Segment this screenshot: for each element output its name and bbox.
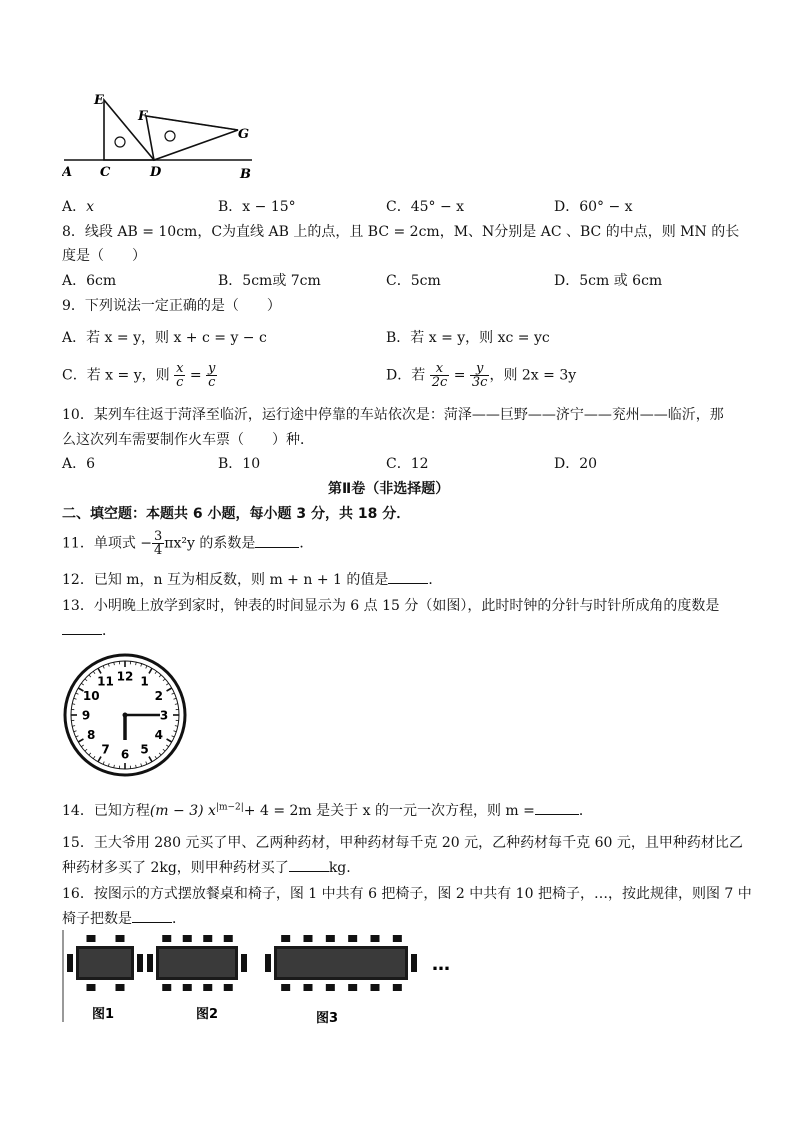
clock-tick [108, 664, 109, 667]
chair [116, 935, 125, 942]
clock-tick [163, 749, 165, 751]
clock-tick [149, 668, 152, 673]
clock-tick [146, 666, 147, 669]
q9-stem: 9．下列说法一定正确的是（ ） [62, 298, 281, 314]
clock-tick [141, 664, 142, 667]
chair [67, 954, 73, 972]
chair [304, 935, 313, 942]
q15-answer-blank[interactable] [289, 871, 329, 872]
clock-number: 8 [87, 728, 96, 742]
q15-stem-line1: 15．王大爷用 280 元买了甲、乙两种药材，甲种药材每千克 20 元，乙种药材每千克 60 元，且甲种药材比乙 [62, 835, 743, 851]
clock-tick [76, 736, 79, 737]
q11-answer-blank[interactable] [255, 547, 299, 548]
chair [393, 935, 402, 942]
q13-stem-line1: 13．小明晚上放学到家时，钟表的时间显示为 6 点 15 分（如图），此时时钟的分针与时针所成角的度数是 [62, 598, 720, 614]
q10-option-a: A．6 [62, 456, 96, 472]
clock-tick [89, 675, 91, 677]
clock-tick [167, 688, 172, 691]
q12-answer-blank[interactable] [388, 583, 428, 584]
chair [281, 984, 290, 991]
clock-tick [103, 666, 104, 669]
label-F: F [138, 109, 148, 124]
clock-tick [155, 756, 157, 758]
chair [137, 954, 143, 972]
q8-stem-line1: 8．线段 AB = 10cm，C为直线 AB 上的点，且 BC = 2cm，M、N分别是 AC 、BC 的中点，则 MN 的长 [62, 224, 740, 240]
chair [281, 935, 290, 942]
clock-tick [175, 704, 178, 705]
label-A: A [62, 165, 73, 180]
clock-tick [166, 683, 168, 685]
caption-fig2: 图2 [196, 1007, 219, 1022]
chair [87, 984, 96, 991]
clock-tick [103, 762, 104, 765]
figure-border [62, 930, 64, 1022]
label-C: C [100, 165, 111, 180]
clock-tick [108, 764, 109, 767]
clock-tick [149, 757, 152, 762]
dining-table-top [277, 949, 405, 977]
q8-option-c: C．5cm [386, 273, 441, 289]
clock-number: 12 [116, 669, 134, 684]
clock-tick [93, 756, 95, 758]
clock-tick [174, 698, 177, 699]
chair [203, 984, 212, 991]
q7-option-c: C．45° − x [386, 199, 465, 215]
clock-tick [74, 731, 77, 732]
clock-tick [166, 745, 168, 747]
dining-table-top [79, 949, 131, 977]
clock-tick [72, 704, 75, 705]
clock-tick [81, 745, 83, 747]
clock-tick [74, 698, 77, 699]
q14: 14．已知方程(m − 3) $x^{|m-2|}+ 4 = 2m$ 是关于 x 的一元一次方程，则 m = ． [62, 802, 593, 819]
label-D: D [150, 165, 162, 180]
clock-number: 2 [154, 689, 163, 703]
figure-ellipsis: … [432, 954, 450, 975]
chair [326, 935, 335, 942]
clock-tick [114, 765, 115, 768]
q10-stem-line2: 么这次列车需要制作火车票（ ）种． [62, 432, 314, 448]
chair [393, 984, 402, 991]
clock-tick [136, 765, 137, 768]
chair [162, 984, 171, 991]
chair [87, 935, 96, 942]
q12: 12．已知 m，n 互为相反数，则 m + n + 1 的值是 ． [62, 572, 443, 588]
caption-fig3: 图3 [316, 1011, 339, 1026]
clock-tick [81, 683, 83, 685]
chair [371, 984, 380, 991]
caption-fig1: 图1 [92, 1007, 115, 1022]
clock-tick [167, 739, 172, 742]
q10-option-b: B．10 [218, 456, 261, 472]
q9-option-b: B．若 x = y，则 xc = yc [386, 330, 550, 346]
clock-tick [172, 693, 175, 694]
chair [241, 954, 247, 972]
chair [162, 935, 171, 942]
q16-stem-line1: 16．按图示的方式摆放餐桌和椅子，图 1 中共有 6 把椅子，图 2 中共有 10 把椅子，…，按此规律，则图 7 中 [62, 886, 752, 902]
tables-chairs-figure [62, 930, 482, 1028]
clock-tick [172, 736, 175, 737]
q10-stem-line1: 10．某列车往返于菏泽至临沂，运行途中停靠的车站依次是：菏泽——巨野——济宁——兖州——临沂，那 [62, 407, 724, 423]
clock-tick [136, 662, 137, 665]
q10-option-d: D．20 [554, 456, 598, 472]
q8-option-b: B．5cm或 7cm [218, 273, 321, 289]
chair [348, 935, 357, 942]
clock-tick [163, 679, 165, 681]
clock-tick [174, 731, 177, 732]
chair [203, 935, 212, 942]
q15-line2: 种药材多买了 2kg，则甲种药材买了 kg. [62, 860, 351, 876]
q9-option-d: D．若 $\frac{x}{2c}$ = $\frac{y}{3c}$ ，则 2x = 3y [386, 361, 577, 390]
clock-tick [175, 726, 178, 727]
chair [147, 954, 153, 972]
clock-tick [146, 762, 147, 765]
triangle-figure [62, 92, 262, 184]
clock-tick [89, 753, 91, 755]
q16-line2: 椅子把数是 ． [62, 911, 186, 927]
clock-tick [78, 739, 83, 742]
clock-tick [98, 668, 101, 673]
clock-number: 11 [97, 674, 114, 689]
section-2-heading: 二、填空题：本题共 6 小题，每小题 3 分，共 18 分． [62, 506, 411, 522]
dining-table-top [159, 949, 235, 977]
q9-option-a: A．若 x = y，则 x + c = y − c [62, 330, 267, 346]
section-2-title: 第Ⅱ卷（非选择题） [328, 481, 450, 497]
q7-option-d: D．60° − x [554, 199, 633, 215]
q8-option-d: D．5cm 或 6cm [554, 273, 663, 289]
clock-tick [93, 671, 95, 673]
chair [183, 984, 192, 991]
clock-tick [98, 757, 101, 762]
clock-tick [159, 675, 161, 677]
q8-stem-line2: 度是（ ） [62, 248, 146, 264]
clock-number: 1 [140, 674, 149, 689]
chair [348, 984, 357, 991]
clock-number: 4 [154, 728, 163, 742]
clock-tick [114, 662, 115, 665]
clock-tick [76, 693, 79, 694]
chair [224, 935, 233, 942]
chair [304, 984, 313, 991]
chair [371, 935, 380, 942]
chair [183, 935, 192, 942]
clock-tick [155, 671, 157, 673]
chair [116, 984, 125, 991]
clock-number: 10 [82, 689, 100, 703]
q11: 11．单项式 − $\frac{3}{4}$ πx²y 的系数是 ． [62, 529, 314, 558]
q13-line2: ． [62, 620, 116, 640]
q14-answer-blank[interactable] [535, 814, 579, 815]
q7-option-a: A．x [62, 199, 95, 215]
clock-number: 5 [140, 742, 149, 757]
chair [411, 954, 417, 972]
q7-option-b: B．x − 15° [218, 199, 296, 215]
clock-tick [85, 679, 87, 681]
chair [265, 954, 271, 972]
q13-answer-blank[interactable] [62, 634, 102, 635]
clock-number: 6 [120, 747, 130, 762]
chair [224, 984, 233, 991]
clock-tick [85, 749, 87, 751]
clock-number: 9 [81, 708, 91, 723]
chair [326, 984, 335, 991]
clock-tick [159, 753, 161, 755]
clock-tick [72, 726, 75, 727]
label-E: E [94, 93, 104, 108]
clock-number: 7 [101, 742, 110, 757]
label-G: G [238, 127, 250, 142]
clock-figure [62, 652, 188, 778]
label-B: B [240, 167, 251, 182]
q16-answer-blank[interactable] [132, 922, 172, 923]
clock-tick [141, 764, 142, 767]
q10-option-c: C．12 [386, 456, 429, 472]
clock-number: 3 [159, 708, 169, 723]
q9-option-c: C．若 x = y，则 $\frac{x}{c}$ = $\frac{y}{c}$ [62, 361, 216, 390]
q8-option-a: A．6cm [62, 273, 117, 289]
